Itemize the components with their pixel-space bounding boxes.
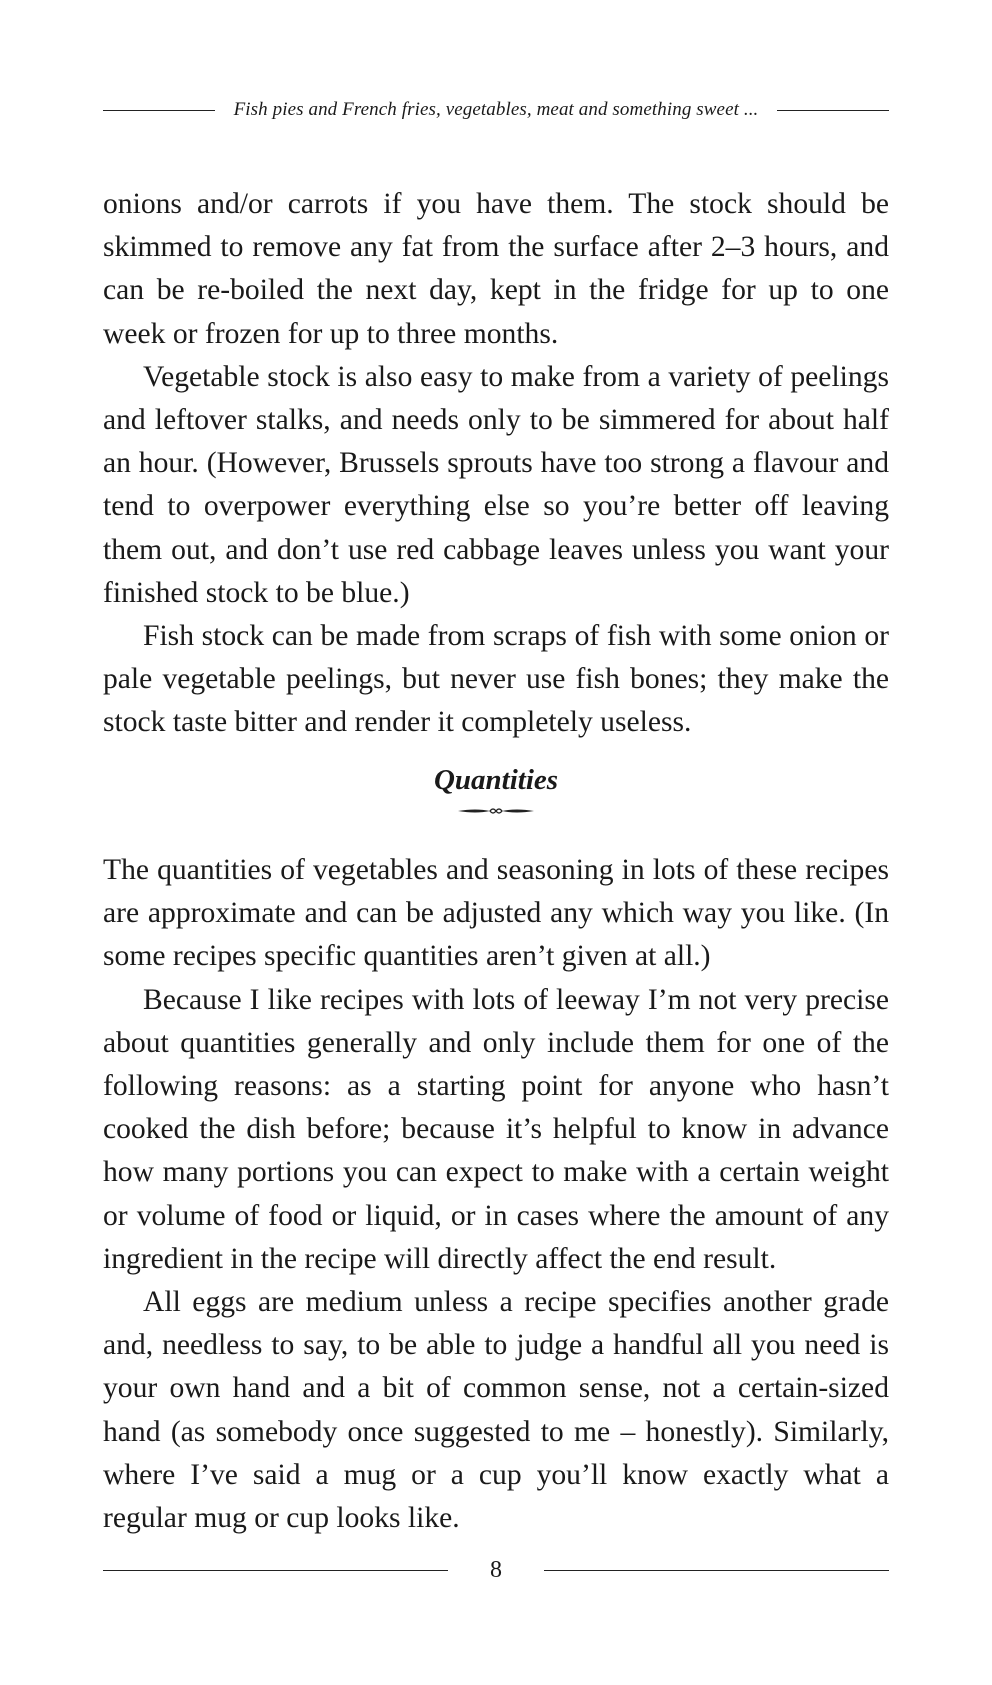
footer-rule-right bbox=[544, 1570, 889, 1571]
paragraph-eggs: All eggs are medium unless a recipe specifies another grade and, needless to say, to be able to judge a handful all you need is your own hand and a bit of common sense, not a certain-sized hand (as somebody once suggested to me – honestly). Similarly, where I’ve said a mug or a cup you’ll know exactly what a regular mug or cup looks like. bbox=[103, 1286, 889, 1535]
header-rule-right bbox=[777, 110, 889, 111]
paragraph-vegetable-stock: Vegetable stock is also easy to make from a variety of peelings and leftover stalks, and needs only to be simmered for about half an hour. (However, Brussels sprouts have too strong a flavour and tend to overpower everything else so you’re better off leaving them out, and don’t use red cabbage leaves unless you want your finished stock to be blue.) bbox=[103, 360, 889, 609]
page-number: 8 bbox=[490, 1556, 502, 1583]
paragraph-stock-continued: onions and/or carrots if you have them. The stock should be skimmed to remove any fat from the surface after 2–3 hours, and can be re-boiled the next day, kept in the fridge for up to one week or frozen for up to three months. bbox=[103, 188, 889, 350]
heading-ornament-icon bbox=[456, 804, 536, 818]
paragraph-leeway: Because I like recipes with lots of leeway I’m not very precise about quantities generally and only include them for one of the following reasons: as a starting point for anyone who hasn’t cooked the dish before; because it’s helpful to know in advance how many portions you can expect to make with a certain weight or volume of food or liquid, or in cases where the amount of any ingredient in the recipe will directly affect the end result. bbox=[103, 983, 889, 1275]
footer-rule-left bbox=[103, 1570, 448, 1571]
paragraph-quantities-intro: The quantities of vegetables and seasoning in lots of these recipes are approximate and can be adjusted any which way you like. (In some recipes specific quantities aren’t given at all.) bbox=[103, 854, 889, 973]
heading-quantities: Quantities bbox=[433, 764, 559, 796]
running-title: Fish pies and French fries, vegetables, meat and something sweet ... bbox=[233, 99, 759, 120]
page-footer bbox=[103, 1555, 889, 1585]
running-header bbox=[103, 95, 889, 125]
section-heading bbox=[103, 760, 889, 818]
header-rule-left bbox=[103, 110, 215, 111]
paragraph-fish-stock: Fish stock can be made from scraps of fish with some onion or pale vegetable peelings, but never use fish bones; they make the stock taste bitter and render it completely useless. bbox=[103, 620, 889, 739]
quantities-section bbox=[103, 849, 889, 1540]
stock-section bbox=[103, 183, 889, 745]
